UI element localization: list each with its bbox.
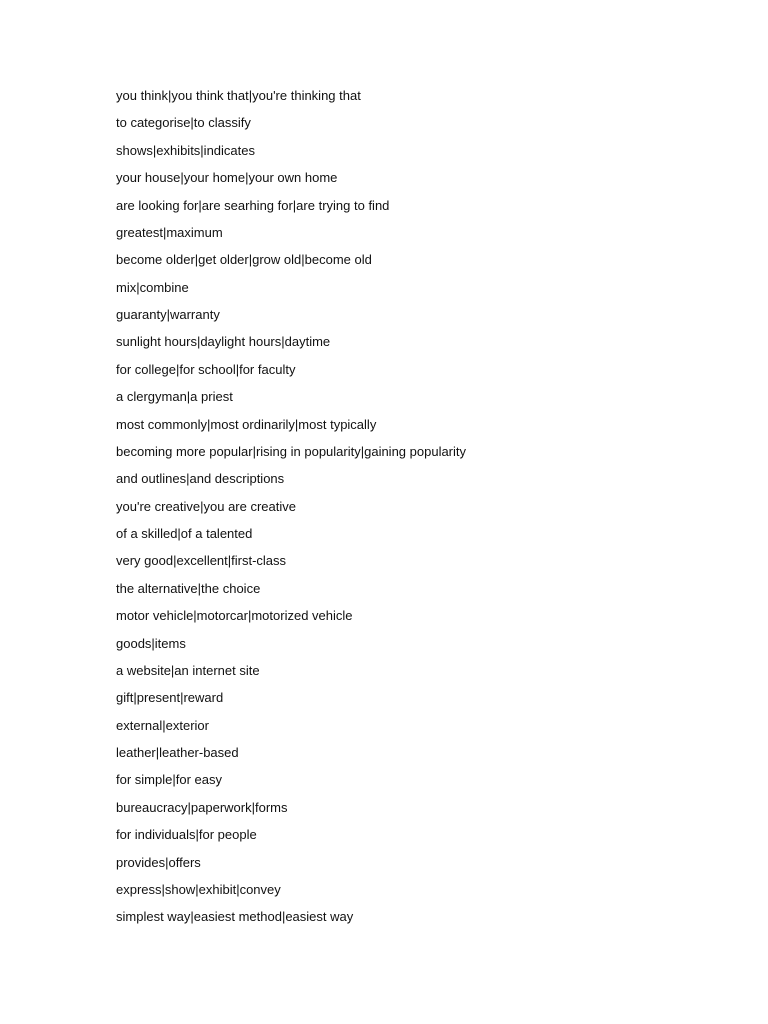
- phrase-line: are looking for|are searhing for|are trying to find: [116, 197, 390, 213]
- phrase-line: most commonly|most ordinarily|most typically: [116, 416, 377, 432]
- phrase-line: for simple|for easy: [116, 772, 222, 788]
- phrase-line: you think|you think that|you're thinking that: [116, 88, 361, 103]
- phrase-line: goods|items: [116, 635, 186, 651]
- phrase-line: motor vehicle|motorcar|motorized vehicle: [116, 608, 353, 624]
- phrase-line: express|show|exhibit|convey: [116, 881, 281, 897]
- phrase-list: [116, 86, 466, 935]
- phrase-line: sunlight hours|daylight hours|daytime: [116, 334, 331, 350]
- phrase-line: your house|your home|your own home: [116, 170, 338, 186]
- phrase-line: you're creative|you are creative: [116, 498, 297, 514]
- phrase-line: mix|combine: [116, 279, 189, 295]
- phrase-line: a website|an internet site: [116, 662, 260, 678]
- phrase-line: shows|exhibits|indicates: [116, 142, 255, 158]
- phrase-line: of a skilled|of a talented: [116, 526, 253, 541]
- phrase-line: and outlines|and descriptions: [116, 471, 285, 487]
- phrase-line: for individuals|for people: [116, 827, 257, 843]
- phrase-line: become older|get older|grow old|become old: [116, 252, 372, 268]
- phrase-line: very good|excellent|first-class: [116, 553, 287, 569]
- phrase-line: simplest way|easiest method|easiest way: [116, 909, 354, 925]
- phrase-line: bureaucracy|paperwork|forms: [116, 799, 288, 815]
- phrase-line: the alternative|the choice: [116, 580, 261, 596]
- phrase-line: provides|offers: [116, 854, 201, 870]
- phrase-line: guaranty|warranty: [116, 307, 220, 322]
- phrase-line: greatest|maximum: [116, 224, 223, 240]
- phrase-line: to categorise|to classify: [116, 115, 251, 131]
- phrase-line: gift|present|reward: [116, 690, 224, 706]
- phrase-line: leather|leather-based: [116, 745, 239, 760]
- phrase-line: external|exterior: [116, 717, 209, 733]
- phrase-line: for college|for school|for faculty: [116, 361, 296, 377]
- phrase-line: becoming more popular|rising in popularity|gaining popularity: [116, 443, 467, 459]
- phrase-line: a clergyman|a priest: [116, 389, 233, 405]
